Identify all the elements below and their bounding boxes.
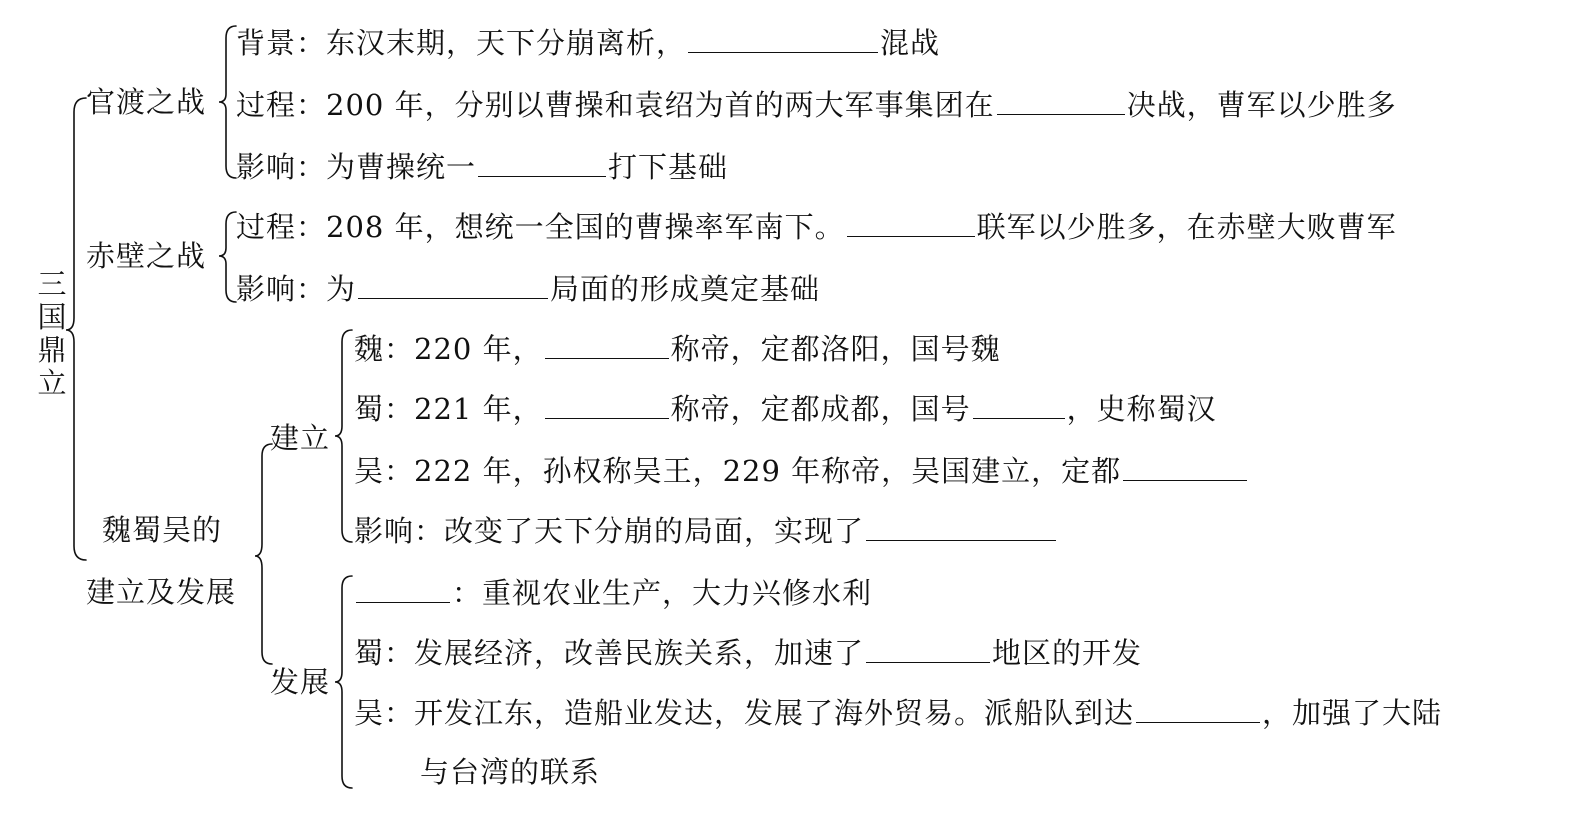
develop-shu-suffix: 地区的开发 [992,636,1143,670]
develop-wu [354,696,1442,728]
root-char: 鼎 [37,333,67,367]
fill-blank [1123,454,1247,481]
establish-impact [354,514,1058,546]
chibi-process [236,210,1397,242]
fill-blank [688,26,878,53]
root-char: 立 [37,366,67,400]
establish-shu-prefix: 蜀：221 年， [354,392,543,426]
fill-blank [545,392,669,419]
fill-blank [997,88,1125,115]
fill-blank [847,210,975,237]
brace-establish [335,330,352,542]
brace-root [66,98,86,560]
guandu-background-suffix: 混战 [880,26,941,60]
guandu-impact-suffix: 打下基础 [608,150,729,184]
chibi-title: 赤壁之战 [86,239,207,273]
guandu-background [236,26,940,58]
develop-wu-suffix: ，加强了大陆 [1262,696,1443,730]
establish-wei-prefix: 魏：220 年， [354,332,543,366]
chibi-impact [236,272,820,304]
fill-blank [1136,696,1260,723]
develop-wei [354,576,872,608]
establish-wu-prefix: 吴：222 年，孙权称吴王，229 年称帝，吴国建立，定都 [354,454,1122,488]
guandu-impact [236,150,728,182]
establish-impact-prefix: 影响：改变了天下分崩的局面，实现了 [354,514,865,548]
brace-chibi [219,212,236,302]
guandu-background-prefix: 背景：东汉末期，天下分崩离析， [236,26,687,60]
guandu-process-suffix: 决战，曹军以少胜多 [1126,88,1397,122]
establish-wei [354,332,1001,364]
chibi-impact-prefix: 影响：为 [236,272,357,306]
chibi-process-prefix: 过程：208 年，想统一全国的曹操率军南下。 [236,210,845,244]
develop-shu-prefix: 蜀：发展经济，改善民族关系，加速了 [354,636,865,670]
guandu-impact-prefix: 影响：为曹操统一 [236,150,477,184]
brace-wsw [255,444,272,664]
fill-blank [973,392,1065,419]
develop-shu [354,636,1142,668]
guandu-process [236,88,1397,120]
develop-wu-prefix: 吴：开发江东，造船业发达，发展了海外贸易。派船队到达 [354,696,1135,730]
root-char: 国 [37,300,67,334]
develop-wu-line2: 与台湾的联系 [420,755,601,789]
fill-blank [866,514,1056,541]
chibi-process-suffix: 联军以少胜多，在赤壁大败曹军 [976,210,1397,244]
develop-wei-suffix: ：重视农业生产，大力兴修水利 [452,576,873,610]
develop-title: 发展 [270,665,331,699]
brace-develop [335,576,352,788]
establish-shu-middle: 称帝，定都成都，国号 [670,392,971,426]
establish-wu [354,454,1249,486]
fill-blank [545,332,669,359]
establish-wei-suffix: 称帝，定都洛阳，国号魏 [670,332,1001,366]
guandu-title: 官渡之战 [86,85,207,119]
fill-blank [356,576,450,603]
establish-shu [354,392,1217,424]
root-label [36,268,68,400]
fill-blank [358,272,548,299]
establish-shu-suffix: ，史称蜀汉 [1066,392,1217,426]
establish-title: 建立 [270,421,331,455]
root-char: 三 [37,267,67,301]
wsw-title-line2: 建立及发展 [86,575,237,609]
fill-blank [866,636,990,663]
brace-guandu [219,26,236,178]
fill-blank [478,150,606,177]
chibi-impact-suffix: 局面的形成奠定基础 [550,272,821,306]
wsw-title-line1: 魏蜀吴的 [102,513,223,547]
guandu-process-prefix: 过程：200 年，分别以曹操和袁绍为首的两大军事集团在 [236,88,995,122]
